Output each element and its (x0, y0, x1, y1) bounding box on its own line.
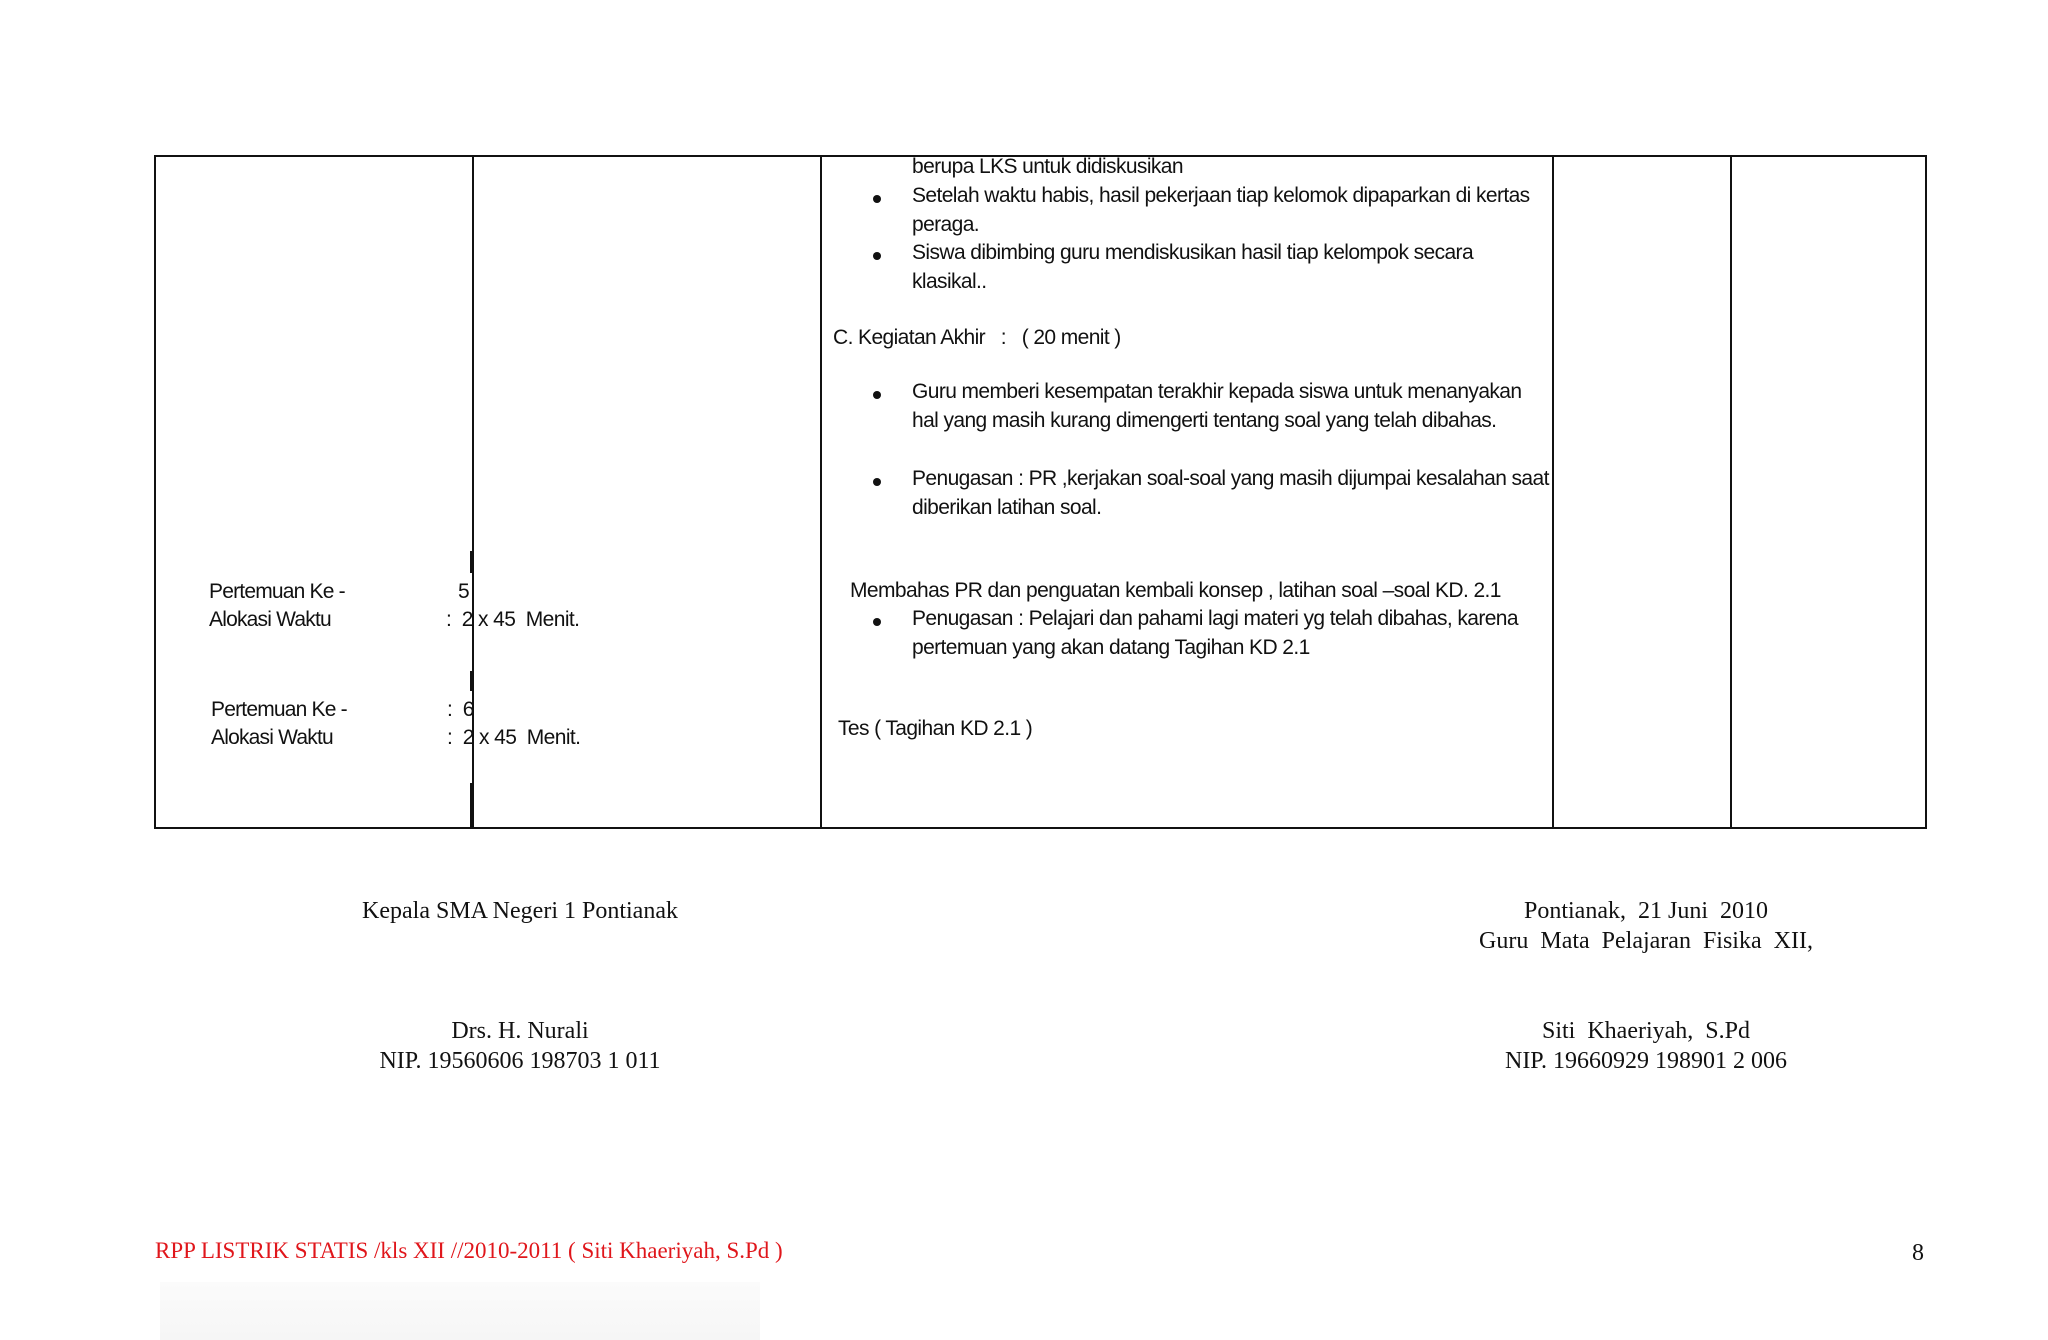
meeting5-activity-intro: Membahas PR dan penguatan kembali konsep , latihan soal –soal KD. 2.1 (850, 579, 1501, 602)
kegiatan-akhir-heading: C. Kegiatan Akhir : ( 20 menit ) (833, 326, 1121, 349)
right-signature-name: Siti Khaeriyah, S.Pd (1542, 1018, 1750, 1044)
alokasi-label: Alokasi Waktu (209, 608, 331, 631)
activity-bullet: Penugasan : PR ,kerjakan soal-soal yang masih dijumpai kesalahan saat diberikan latihan soal. (912, 467, 1549, 519)
right-signature-place-date: Pontianak, 21 Juni 2010 (1524, 898, 1768, 924)
bullet-icon (873, 478, 881, 486)
table-tick-mark (470, 671, 472, 691)
left-signature-nip: NIP. 19560606 198703 1 011 (379, 1048, 661, 1074)
meeting6-activity: Tes ( Tagihan KD 2.1 ) (838, 717, 1033, 740)
activity-bullet: Siswa dibimbing guru mendiskusikan hasil tiap kelompok secara klasikal.. (912, 241, 1474, 293)
column-divider (1730, 157, 1732, 827)
table-tick-mark (470, 783, 472, 829)
pertemuan-value: : 6 (447, 698, 474, 721)
footer-title: RPP LISTRIK STATIS /kls XII //2010-2011 ( Siti Khaeriyah, S.Pd ) (155, 1238, 783, 1263)
page-number: 8 (1912, 1240, 1924, 1266)
faint-scan-artifact (160, 1282, 760, 1340)
alokasi-value: : 2 x 45 Menit. (447, 726, 581, 749)
table-tick-mark (470, 551, 472, 573)
left-signature-title: Kepala SMA Negeri 1 Pontianak (362, 898, 678, 924)
right-signature-nip: NIP. 19660929 198901 2 006 (1504, 1048, 1787, 1074)
bullet-icon (873, 391, 881, 399)
activity-bullet: Setelah waktu habis, hasil pekerjaan tiap kelomok dipaparkan di kertas peraga. (912, 184, 1530, 236)
column-divider (1552, 157, 1554, 827)
alokasi-value: : 2 x 45 Menit. (446, 608, 580, 631)
alokasi-label: Alokasi Waktu (211, 726, 333, 749)
bullet-icon (873, 618, 881, 626)
activity-continuation: berupa LKS untuk didiskusikan (912, 155, 1183, 178)
pertemuan-value: 5 (458, 580, 470, 603)
column-divider (820, 157, 822, 827)
left-signature-name: Drs. H. Nurali (451, 1018, 589, 1044)
activity-bullet: Penugasan : Pelajari dan pahami lagi materi yg telah dibahas, karena pertemuan yang akan datang Tagihan KD 2.1 (912, 607, 1518, 659)
bullet-icon (873, 252, 881, 260)
pertemuan-label: Pertemuan Ke - (209, 580, 345, 603)
right-signature-title: Guru Mata Pelajaran Fisika XII, (1479, 928, 1813, 954)
bullet-icon (873, 195, 881, 203)
pertemuan-label: Pertemuan Ke - (211, 698, 347, 721)
activity-bullet: Guru memberi kesempatan terakhir kepada siswa untuk menanyakan hal yang masih kurang dimengerti tentang soal yang telah dibahas. (912, 380, 1522, 432)
